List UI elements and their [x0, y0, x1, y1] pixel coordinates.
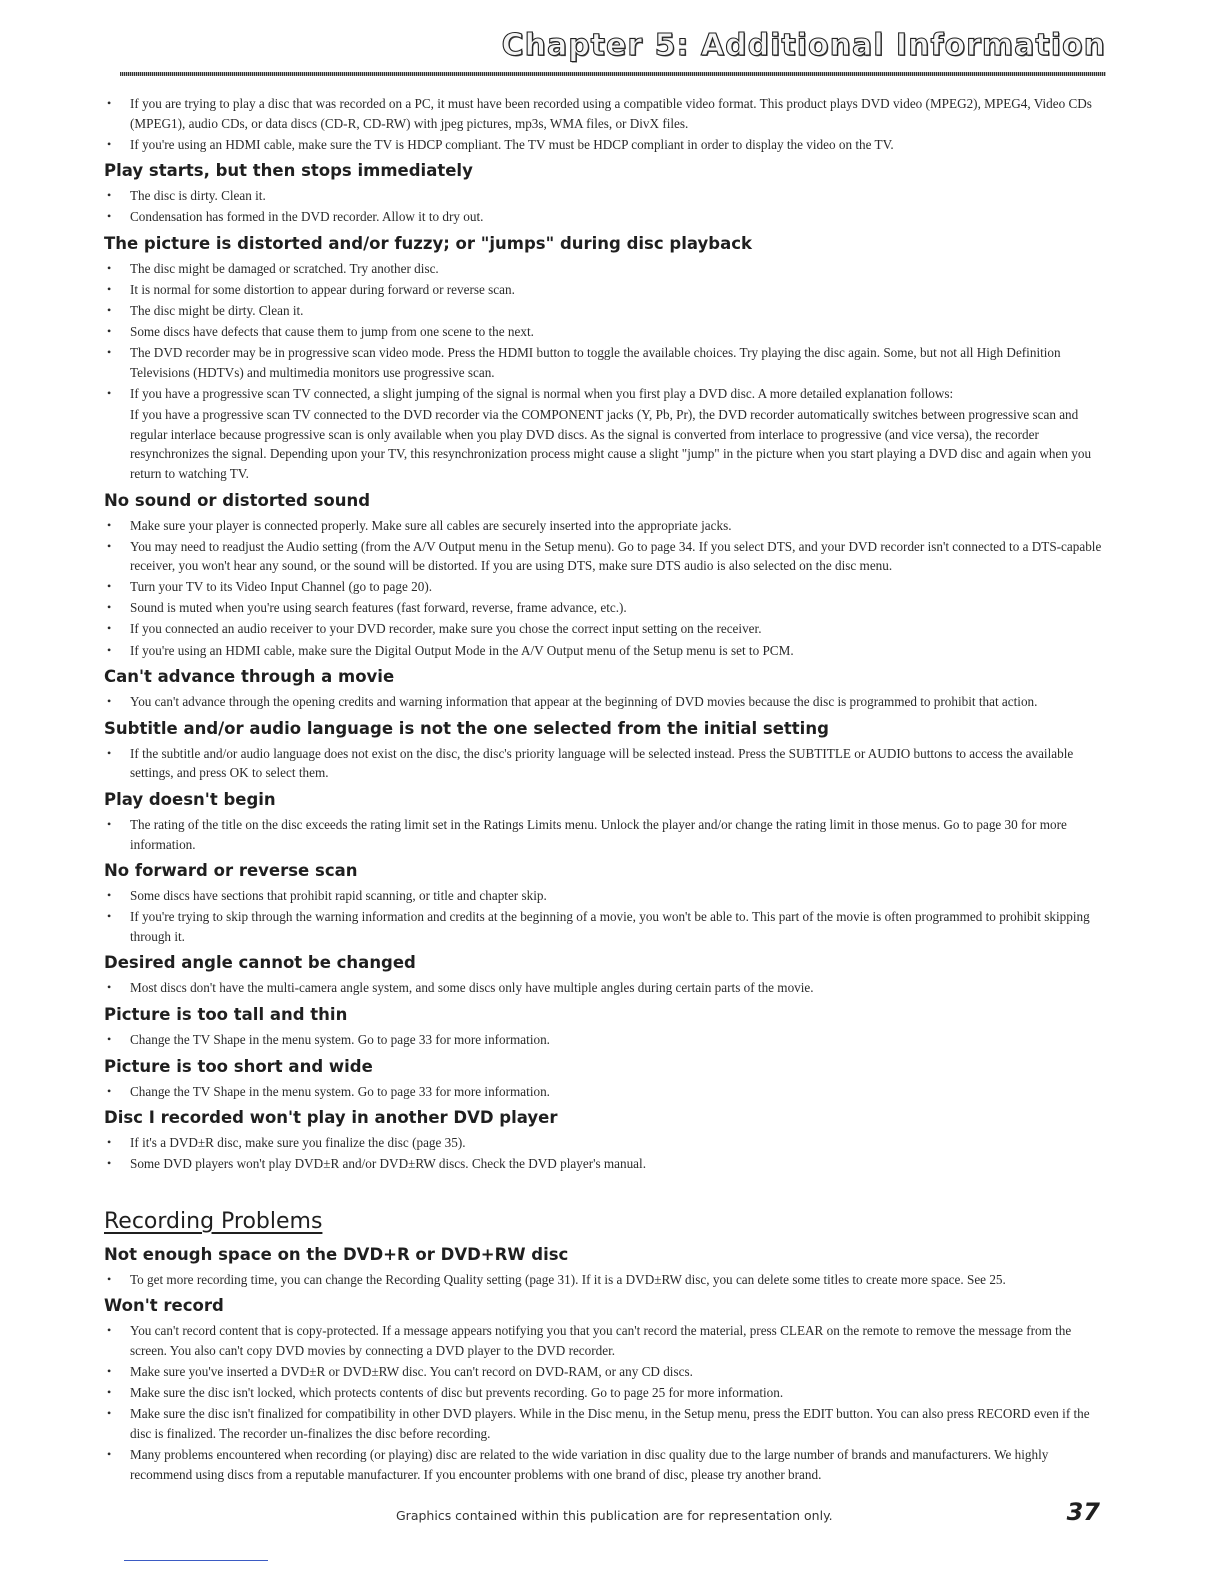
list-item: • If it's a DVD±R disc, make sure you finalize the disc (page 35). [104, 1133, 1104, 1153]
section-list [104, 186, 1104, 227]
list-item: • If you're using an HDMI cable, make sure the TV is HDCP compliant. The TV must be HDCP compliant in order to display the video on the TV. [104, 135, 1104, 155]
page-content [104, 94, 1104, 1486]
chapter-title: Chapter 5: Additional Information [501, 28, 1106, 63]
list-item: • Make sure your player is connected properly. Make sure all cables are securely inserted into the appropriate jacks. [104, 516, 1104, 536]
list-item: • To get more recording time, you can change the Recording Quality setting (page 31). If it is a DVD±RW disc, you can delete some titles to create more space. See 25. [104, 1270, 1104, 1290]
section-heading: The picture is distorted and/or fuzzy; or "jumps" during disc playback [104, 233, 752, 253]
section-list [104, 516, 1104, 661]
section-heading: Can't advance through a movie [104, 667, 395, 687]
list-item: • Make sure the disc isn't locked, which protects contents of disc but prevents recording. Go to page 25 for more information. [104, 1383, 1104, 1403]
list-item: • If you're using an HDMI cable, make sure the Digital Output Mode in the A/V Output menu of the Setup menu is set to PCM. [104, 641, 1104, 661]
footer-note: Graphics contained within this publication are for representation only. [396, 1508, 833, 1523]
list-item: • Some discs have defects that cause them to jump from one scene to the next. [104, 322, 1104, 342]
list-item: • Change the TV Shape in the menu system. Go to page 33 for more information. [104, 1030, 1104, 1050]
list-item: • Make sure you've inserted a DVD±R or DVD±RW disc. You can't record on DVD-RAM, or any CD discs. [104, 1362, 1104, 1382]
list-item: • If you connected an audio receiver to your DVD recorder, make sure you chose the correct input setting on the receiver. [104, 619, 1104, 639]
list-item: • The disc might be damaged or scratched. Try another disc. [104, 259, 1104, 279]
section-list [104, 1270, 1104, 1290]
list-item: • Most discs don't have the multi-camera angle system, and some discs only have multiple angles during certain parts of the movie. [104, 978, 1104, 998]
list-item: • If you are trying to play a disc that was recorded on a PC, it must have been recorded using a compatible video format. This product plays DVD video (MPEG2), MPEG4, Video CDs (MPEG1), audio CDs, or data discs (CD-R, CD-RW) with jpeg pictures, mp3s, WMA files, or DivX files. [104, 94, 1104, 133]
section-heading: Desired angle cannot be changed [104, 953, 416, 973]
list-item: • Some DVD players won't play DVD±R and/or DVD±RW discs. Check the DVD player's manual. [104, 1154, 1104, 1174]
section-list [104, 886, 1104, 946]
section-list [104, 1030, 1104, 1050]
section-list [104, 1321, 1104, 1484]
continuation-paragraph: If you have a progressive scan TV connected to the DVD recorder via the COMPONENT jacks (Y, Pb, Pr), the DVD recorder automatically switches between progressive scan and regular interlace because progressive scan is only available when you play DVD discs. As the signal is converted from interlace to progressive (and vice versa), the recorder resynchronizes the signal. Depending upon your TV, this resynchronization process might cause a slight "jump" in the picture when you start playing a DVD disc and again when you return to watching TV. [130, 407, 1092, 481]
section-list [104, 744, 1104, 783]
section-list [104, 1133, 1104, 1174]
list-item: • The disc is dirty. Clean it. [104, 186, 1104, 206]
list-item: • Some discs have sections that prohibit rapid scanning, or title and chapter skip. [104, 886, 1104, 906]
section-heading: No sound or distorted sound [104, 490, 371, 510]
intro-list [104, 94, 1104, 154]
list-item: • You may need to readjust the Audio setting (from the A/V Output menu in the Setup menu). Go to page 34. If you select DTS, and your DVD recorder isn't connected to a DTS-capable receiver, you won't hear any sound, or the sound will be distorted. If you are using DTS, make sure DTS audio is also selected on the disc menu. [104, 537, 1104, 576]
section-heading: Picture is too tall and thin [104, 1005, 348, 1024]
list-item: • Make sure the disc isn't finalized for compatibility in other DVD players. While in the Disc menu, in the Setup menu, press the EDIT button. You can also press RECORD even if the disc is finalized. The recorder un-finalizes the disc before recording. [104, 1404, 1104, 1443]
section-list [104, 978, 1104, 998]
section-heading: No forward or reverse scan [104, 861, 358, 881]
section-heading: Not enough space on the DVD+R or DVD+RW disc [104, 1244, 569, 1264]
bottom-rule [124, 1560, 268, 1561]
list-item: • You can't advance through the opening credits and warning information that appear at the beginning of DVD movies because the disc is programmed to prohibit that action. [104, 692, 1104, 712]
list-item: • Turn your TV to its Video Input Channel (go to page 20). [104, 577, 1104, 597]
header-rule [120, 72, 1106, 76]
section-heading: Play doesn't begin [104, 789, 276, 809]
section-heading: Disc I recorded won't play in another DVD player [104, 1108, 558, 1128]
list-item: • If the subtitle and/or audio language does not exist on the disc, the disc's priority language will be selected instead. Press the SUBTITLE or AUDIO buttons to access the available settings, and press OK to select them. [104, 744, 1104, 783]
section-heading: Subtitle and/or audio language is not the one selected from the initial setting [104, 718, 829, 738]
list-item: • If you're trying to skip through the warning information and credits at the beginning of a movie, you won't be able to. This part of the movie is often programmed to prohibit skipping through it. [104, 907, 1104, 946]
section-list [104, 1082, 1104, 1102]
page-header [120, 24, 1106, 80]
section-list [104, 692, 1104, 712]
list-item: • The disc might be dirty. Clean it. [104, 301, 1104, 321]
section-heading: Won't record [104, 1296, 224, 1316]
section-heading: Play starts, but then stops immediately [104, 161, 473, 181]
list-item: • If you have a progressive scan TV connected, a slight jumping of the signal is normal when you first play a DVD disc. A more detailed explanation follows: [104, 384, 1104, 404]
recording-problems-title: Recording Problems [104, 1208, 323, 1234]
section-heading: Picture is too short and wide [104, 1056, 373, 1076]
list-item: • The rating of the title on the disc exceeds the rating limit set in the Ratings Limits menu. Unlock the player and/or change the rating limit in those menus. Go to page 30 for more information. [104, 815, 1104, 854]
list-item: • Change the TV Shape in the menu system. Go to page 33 for more information. [104, 1082, 1104, 1102]
list-item: • It is normal for some distortion to appear during forward or reverse scan. [104, 280, 1104, 300]
list-item: • The DVD recorder may be in progressive scan video mode. Press the HDMI button to toggle the available choices. Try playing the disc again. Some, but not all High Definition Televisions (HDTVs) and multimedia monitors use progressive scan. [104, 343, 1104, 382]
list-item: • Many problems encountered when recording (or playing) disc are related to the wide variation in disc quality due to the large number of brands and manufacturers. We highly recommend using discs from a reputable manufacturer. If you encounter problems with one brand of disc, please try another brand. [104, 1445, 1104, 1484]
list-item: • Sound is muted when you're using search features (fast forward, reverse, frame advance, etc.). [104, 598, 1104, 618]
list-item: • You can't record content that is copy-protected. If a message appears notifying you that you can't record the material, press CLEAR on the remote to remove the message from the screen. You also can't copy DVD movies by connecting a DVD player to the DVD recorder. [104, 1321, 1104, 1360]
page-number: 37 [1066, 1498, 1100, 1526]
section-list [104, 815, 1104, 854]
section-list [104, 259, 1104, 404]
list-item: • Condensation has formed in the DVD recorder. Allow it to dry out. [104, 207, 1104, 227]
